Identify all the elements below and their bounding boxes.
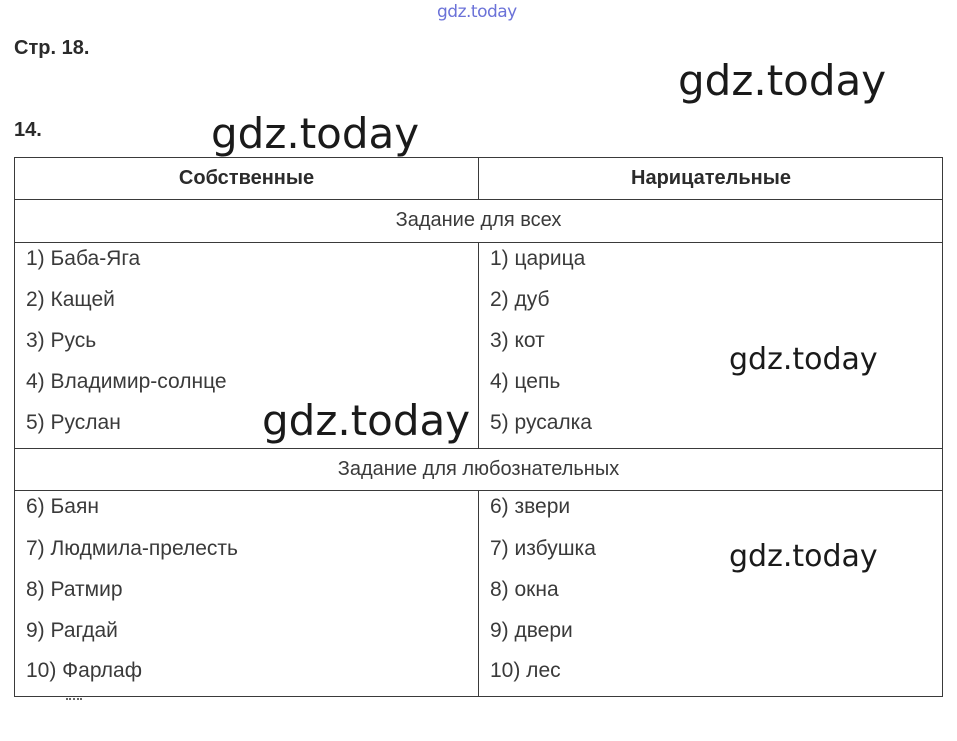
list-item: 5) Руслан (26, 411, 121, 434)
list-item: 4) Владимир-солнце (26, 370, 227, 393)
list-item: 3) Русь (26, 329, 97, 352)
top-watermark: gdz.today (437, 2, 517, 22)
column-divider (478, 242, 479, 448)
task-number: 14. (14, 119, 42, 141)
section-title-curious: Задание для любознательных (337, 458, 620, 480)
list-item: 7) избушка (490, 537, 596, 560)
list-item: 10) лес (490, 659, 561, 682)
page-reference: Стр. 18. (14, 37, 90, 59)
list-item: 8) окна (490, 578, 559, 601)
header-common-nouns: Нарицательные (631, 167, 791, 189)
list-item: 6) Баян (26, 495, 99, 518)
list-item: 6) звери (490, 495, 571, 518)
list-item: 3) кот (490, 329, 545, 352)
column-divider (478, 490, 479, 696)
watermark: gdz.today (262, 396, 471, 445)
list-item: 9) двери (490, 619, 573, 642)
section-title-all: Задание для всех (395, 209, 562, 231)
list-item: 5) русалка (490, 411, 592, 434)
answer-table (14, 157, 943, 697)
list-item: 8) Ратмир (26, 578, 123, 601)
watermark: gdz.today (729, 342, 878, 377)
list-item: 7) Людмила-прелесть (26, 537, 238, 560)
watermark: gdz.today (729, 539, 878, 574)
list-item: 1) Баба-Яга (26, 247, 141, 270)
list-item: 1) царица (490, 247, 586, 270)
list-item: 4) цепь (490, 370, 561, 393)
list-item: 2) дуб (490, 288, 550, 311)
scan-artifact (66, 698, 82, 706)
list-item: 9) Рагдай (26, 619, 118, 642)
header-proper-nouns: Собственные (178, 167, 315, 189)
watermark: gdz.today (678, 56, 887, 105)
list-item: 2) Кащей (26, 288, 115, 311)
list-item: 10) Фарлаф (26, 659, 143, 682)
watermark: gdz.today (211, 109, 420, 158)
